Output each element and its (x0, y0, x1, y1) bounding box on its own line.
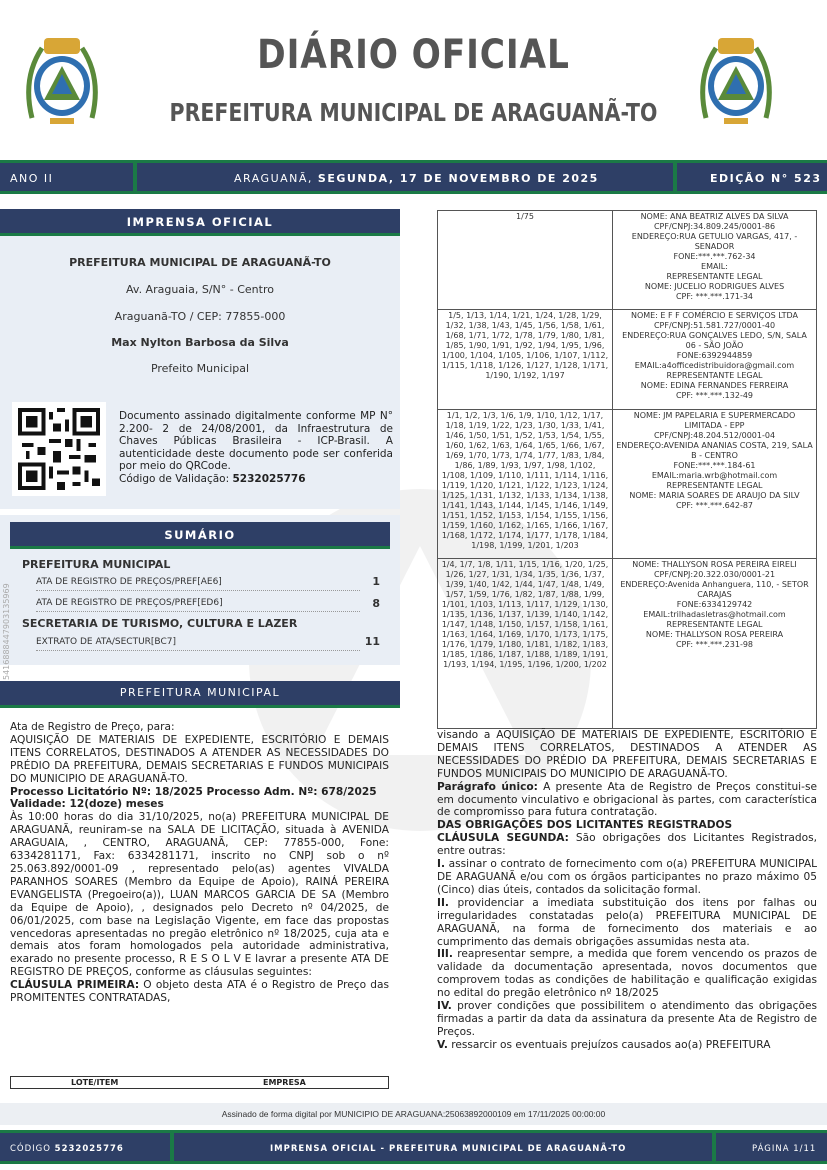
section-band: PREFEITURA MUNICIPAL (0, 681, 400, 708)
mayor-role: Prefeito Municipal (150, 362, 250, 375)
object-text: AQUISIÇÃO DE MATERIAIS DE EXPEDIENTE, ESCRITÓRIO E DEMAIS ITENS CORRELATOS, DESTINADOS A ATENDER AS NECESSIDADES DO PRÉDIO DA PREFEITURA, DEMAIS SECRETARIAS E FUNDOS MUNICIPAIS DO MUNICIPIO DE ARAGUANÃ-TO. (10, 733, 389, 785)
lote-cell: 1/75 (438, 211, 613, 310)
obligation-item: IV. prover condições que possibilitem o atendimento das obrigações firmadas a partir da data da assinatura da presente Ata de Registro de Preços. (437, 1000, 817, 1038)
summary-page[interactable]: 1 (372, 575, 380, 588)
obligation-item: III. reapresentar sempre, a medida que forem vencendo os prazos de validade da documentação apresentada, novos documentos que comprovem todas as condições de habilitação e qualificação exigidas no edital do pregão eletrônico nº 18/2025 (437, 948, 817, 1000)
lote-cell: 1/1, 1/2, 1/3, 1/6, 1/9, 1/10, 1/12, 1/17, 1/18, 1/19, 1/22, 1/23, 1/30, 1/33, 1/41, 1/46, 1/50, 1/51, 1/52, 1/53, 1/54, 1/55, 1/60, 1/62, 1/63, 1/64, 1/65, 1/66, 1/67, 1/69, 1/70, 1/73, 1/74, 1/77, 1/83, 1/84, 1/86, 1/89, 1/93, 1/97, 1/98, 1/102, 1/108, 1/109, 1/110, 1/111, 1/114, 1/116, 1/119, 1/120, 1/121, 1/122, 1/123, 1/124, 1/125, 1/131, 1/132, 1/133, 1/134, 1/138, 1/141, 1/143, 1/144, 1/145, 1/146, 1/149, 1/151, 1/152, 1/153, 1/154, 1/155, 1/156, 1/159, 1/160, 1/162, 1/165, 1/166, 1/167, 1/168, 1/172, 1/174, 1/177, 1/178, 1/184, 1/198, 1/199, 1/201, 1/203 (438, 410, 613, 559)
lote-cell: 1/4, 1/7, 1/8, 1/11, 1/15, 1/16, 1/20, 1/25, 1/26, 1/27, 1/31, 1/34, 1/35, 1/36, 1/37, 1/39, 1/40, 1/42, 1/44, 1/47, 1/48, 1/49, 1/57, 1/59, 1/76, 1/82, 1/87, 1/88, 1/99, 1/101, 1/103, 1/113, 1/117, 1/129, 1/130, 1/135, 1/136, 1/137, 1/139, 1/140, 1/142, 1/147, 1/148, 1/150, 1/157, 1/158, 1/161, 1/163, 1/164, 1/169, 1/170, 1/173, 1/175, 1/176, 1/179, 1/180, 1/181, 1/182, 1/183, 1/185, 1/186, 1/187, 1/188, 1/189, 1/191, 1/193, 1/194, 1/195, 1/196, 1/200, 1/202 (438, 559, 613, 729)
masthead (0, 0, 827, 160)
footer-bar (0, 1130, 827, 1164)
left-body-text (10, 721, 389, 1005)
side-code: 5416888447903135969 (2, 583, 11, 680)
summary-item[interactable]: EXTRATO DE ATA/SECTUR[BC7] (36, 637, 360, 651)
empresa-cell: NOME: E F F COMÉRCIO E SERVIÇOS LTDA CPF/CNPJ:51.581.727/0001-40 ENDEREÇO:RUA GONÇALVES LEDO, S/N, SALA 06 - SÃO JOÃO FONE:6392944859 EMAIL:a4officedistribuidora@gmail.com REPRESENTANTE LEGAL NOME: EDINA FERNANDES FERREIRA CPF: ***.***.132-49 (613, 310, 817, 410)
clause-second: CLÁUSULA SEGUNDA: São obrigações dos Licitantes Registrados, entre outras: (437, 832, 818, 858)
obligation-item: V. ressarcir os eventuais prejuízos causados ao(a) PREFEITURA (437, 1038, 771, 1051)
contracted-table (437, 210, 817, 729)
org-name: PREFEITURA MUNICIPAL DE ARAGUANÃ-TO (69, 256, 331, 269)
qr-code-icon[interactable] (12, 402, 106, 496)
org-address: Av. Araguaia, S/N° - Centro (126, 283, 274, 296)
process-number: Processo Licitatório Nº: 18/2025 Processo Adm. Nº: 678/2025 (10, 785, 377, 798)
summary-group: SECRETARIA DE TURISMO, CULTURA E LAZER (22, 617, 298, 630)
summary-band: SUMÁRIO (10, 522, 390, 549)
column-lote: LOTE/ITEM (71, 1078, 119, 1087)
digital-signature-footer: Assinado de forma digital por MUNICIPIO DE ARAGUANA:25063892000109 em 17/11/2025 00:00:00 (0, 1103, 827, 1125)
empresa-cell: NOME: ANA BEATRIZ ALVES DA SILVA CPF/CNPJ:34.809.245/0001-86 ENDEREÇO:RUA GETULIO VARGAS, 417, - SENADOR FONE:***.***.762-34 EMAIL: REPRESENTANTE LEGAL NOME: JUCELIO RODRIGUES ALVES CPF: ***.***.171-34 (613, 211, 817, 310)
page-subtitle: PREFEITURA MUNICIPAL DE ARAGUANÃ-TO (169, 98, 658, 127)
mayor-name: Max Nylton Barbosa da Silva (111, 336, 289, 349)
summary-panel (0, 515, 400, 665)
table-row (438, 211, 817, 310)
footer-code: CÓDIGO 5232025776 (10, 1144, 124, 1154)
table-row (438, 410, 817, 559)
edition-number: EDIÇÃO N° 523 (710, 172, 822, 185)
org-city: Araguanã-TO / CEP: 77855-000 (114, 310, 286, 323)
object-continued: visando a AQUISIÇÃO DE MATERIAIS DE EXPEDIENTE, ESCRITÓRIO E DEMAIS ITENS CORRELATOS, DESTINADOS A ATENDER AS NECESSIDADES DO PRÉDIO DA PREFEITURA, DEMAIS SECRETARIAS E FUNDOS MUNICIPAIS DO MUNICIPIO DE ARAGUANÃ-TO. (437, 729, 817, 780)
summary-item[interactable]: ATA DE REGISTRO DE PREÇOS/PREF[ED6] (36, 598, 360, 612)
paragraph-unique: Parágrafo único: A presente Ata de Registro de Preços constitui-se em documento vinculativo e obrigacional às partes, com característica de compromisso para futura contratação. (437, 780, 817, 819)
digital-signature-note: Documento assinado digitalmente conforme MP N° 2.200- 2 de 24/08/2001, da Infraestrutura de Chaves Públicas Brasileira - ICP-Brasil. A autenticidade deste documento pode ser conferida por meio do QRCode. Código de Validação: 5232025776 (119, 410, 393, 485)
intro-line: Ata de Registro de Preço, para: (10, 721, 175, 733)
empresa-cell: NOME: JM PAPELARIA E SUPERMERCADO LIMITADA - EPP CPF/CNPJ:48.204.512/0001-04 ENDEREÇO:AVENIDA ANANIAS COSTA, 219, SALA B - CENTRO FONE:***.***.184-61 EMAIL:maria.wrb@hotmail.com REPRESENTANTE LEGAL NOME: MARIA SOARES DE ARAUJO DA SILV CPF: ***.***.642-87 (613, 410, 817, 559)
year-label: ANO II (10, 172, 54, 185)
summary-page[interactable]: 11 (364, 635, 380, 648)
validity: Validade: 12(doze) meses (10, 798, 164, 811)
validation-code[interactable]: 5232025776 (232, 472, 306, 485)
municipal-seal-icon (696, 28, 776, 128)
summary-group: PREFEITURA MUNICIPAL (22, 558, 171, 571)
edition-bar (0, 160, 827, 194)
imprensa-band: IMPRENSA OFICIAL (0, 209, 400, 236)
column-empresa: EMPRESA (263, 1078, 306, 1087)
lote-cell: 1/5, 1/13, 1/14, 1/21, 1/24, 1/28, 1/29, 1/32, 1/38, 1/43, 1/45, 1/56, 1/58, 1/61, 1/68, 1/71, 1/72, 1/78, 1/79, 1/80, 1/81, 1/85, 1/90, 1/91, 1/92, 1/94, 1/95, 1/96, 1/100, 1/104, 1/105, 1/106, 1/107, 1/112, 1/115, 1/118, 1/126, 1/127, 1/128, 1/171, 1/190, 1/192, 1/197 (438, 310, 613, 410)
page-title: DIÁRIO OFICIAL (257, 32, 570, 78)
footer-title: IMPRENSA OFICIAL - PREFEITURA MUNICIPAL DE ARAGUANÃ-TO (270, 1144, 627, 1154)
table-row (438, 310, 817, 410)
table-header (10, 1076, 389, 1089)
imprensa-oficial-panel (0, 209, 400, 509)
meeting-text: Às 10:00 horas do dia 31/10/2025, no(a) PREFEITURA MUNICIPAL DE ARAGUANÃ, reuniram-se na SALA DE LICITAÇÃO, situada à AVENIDA ARAGUAIA, , CENTRO, ARAGUANÃ, CEP: 77855-000, Fone: 6334281171, Fax: 6334281171, inscrito no CNPJ sob o nº 25.063.892/0001-09 , representado pelo(as) agentes VIVALDA PARANHOS SOARES (Membro da Equipe de Apoio), RAINÁ PEREIRA EVANGELISTA (Pregoeiro(a)), LUAN MARCOS GARCIA DE SA (Membro da Equipe de Apoio), , designados pelo Decreto nº 04/2025, de 06/01/2025, com base na Legislação Vigente, em face das propostas vencedoras apresentadas no pregão eletrônico nº 18/2025, cuja ata e demais atos foram homologados pela autoridade administrativa, exarado no presente processo, R E S O L V E lavrar a presente ATA DE REGISTRO DE PREÇOS, conforme as cláusulas seguintes: (10, 811, 389, 979)
edition-date: ARAGUANÃ, SEGUNDA, 17 DE NOVEMBRO DE 2025 (234, 172, 599, 185)
summary-item[interactable]: ATA DE REGISTRO DE PREÇOS/PREF[AE6] (36, 577, 360, 591)
obligation-item: II. providenciar a imediata substituição dos itens por falhas ou irregularidades constatadas pelo(a) PREFEITURA MUNICIPAL DE ARAGUANÃ, na forma de fornecimento dos materiais e ao cumprimento das demais obrigações assumidas nesta ata. (437, 896, 817, 948)
clause-first: CLÁUSULA PRIMEIRA: O objeto desta ATA é o Registro de Preço das PROMITENTES CONTRATADAS, (10, 979, 390, 1005)
table-row (438, 559, 817, 729)
summary-page[interactable]: 8 (372, 597, 380, 610)
obligations-heading: DAS OBRIGAÇÕES DOS LICITANTES REGISTRADOS (437, 819, 733, 832)
right-body-text (437, 729, 817, 1052)
empresa-cell: NOME: THALLYSON ROSA PEREIRA EIRELI CPF/CNPJ:20.322.030/0001-21 ENDEREÇO:Avenida Anhanguera, 110, - SETOR CARAJAS FONE:6334129742 EMAIL:trilhadasletras@hotmail.com REPRESENTANTE LEGAL NOME: THALLYSON ROSA PEREIRA CPF: ***.***.231-98 (613, 559, 817, 729)
obligation-item: I. assinar o contrato de fornecimento com o(a) PREFEITURA MUNICIPAL DE ARAGUANÃ e/ou com os órgãos participantes no prazo máximo 05 (Cinco) dias úteis, contados da solicitação formal. (437, 858, 817, 896)
page-indicator: PÁGINA 1/11 (752, 1144, 817, 1154)
